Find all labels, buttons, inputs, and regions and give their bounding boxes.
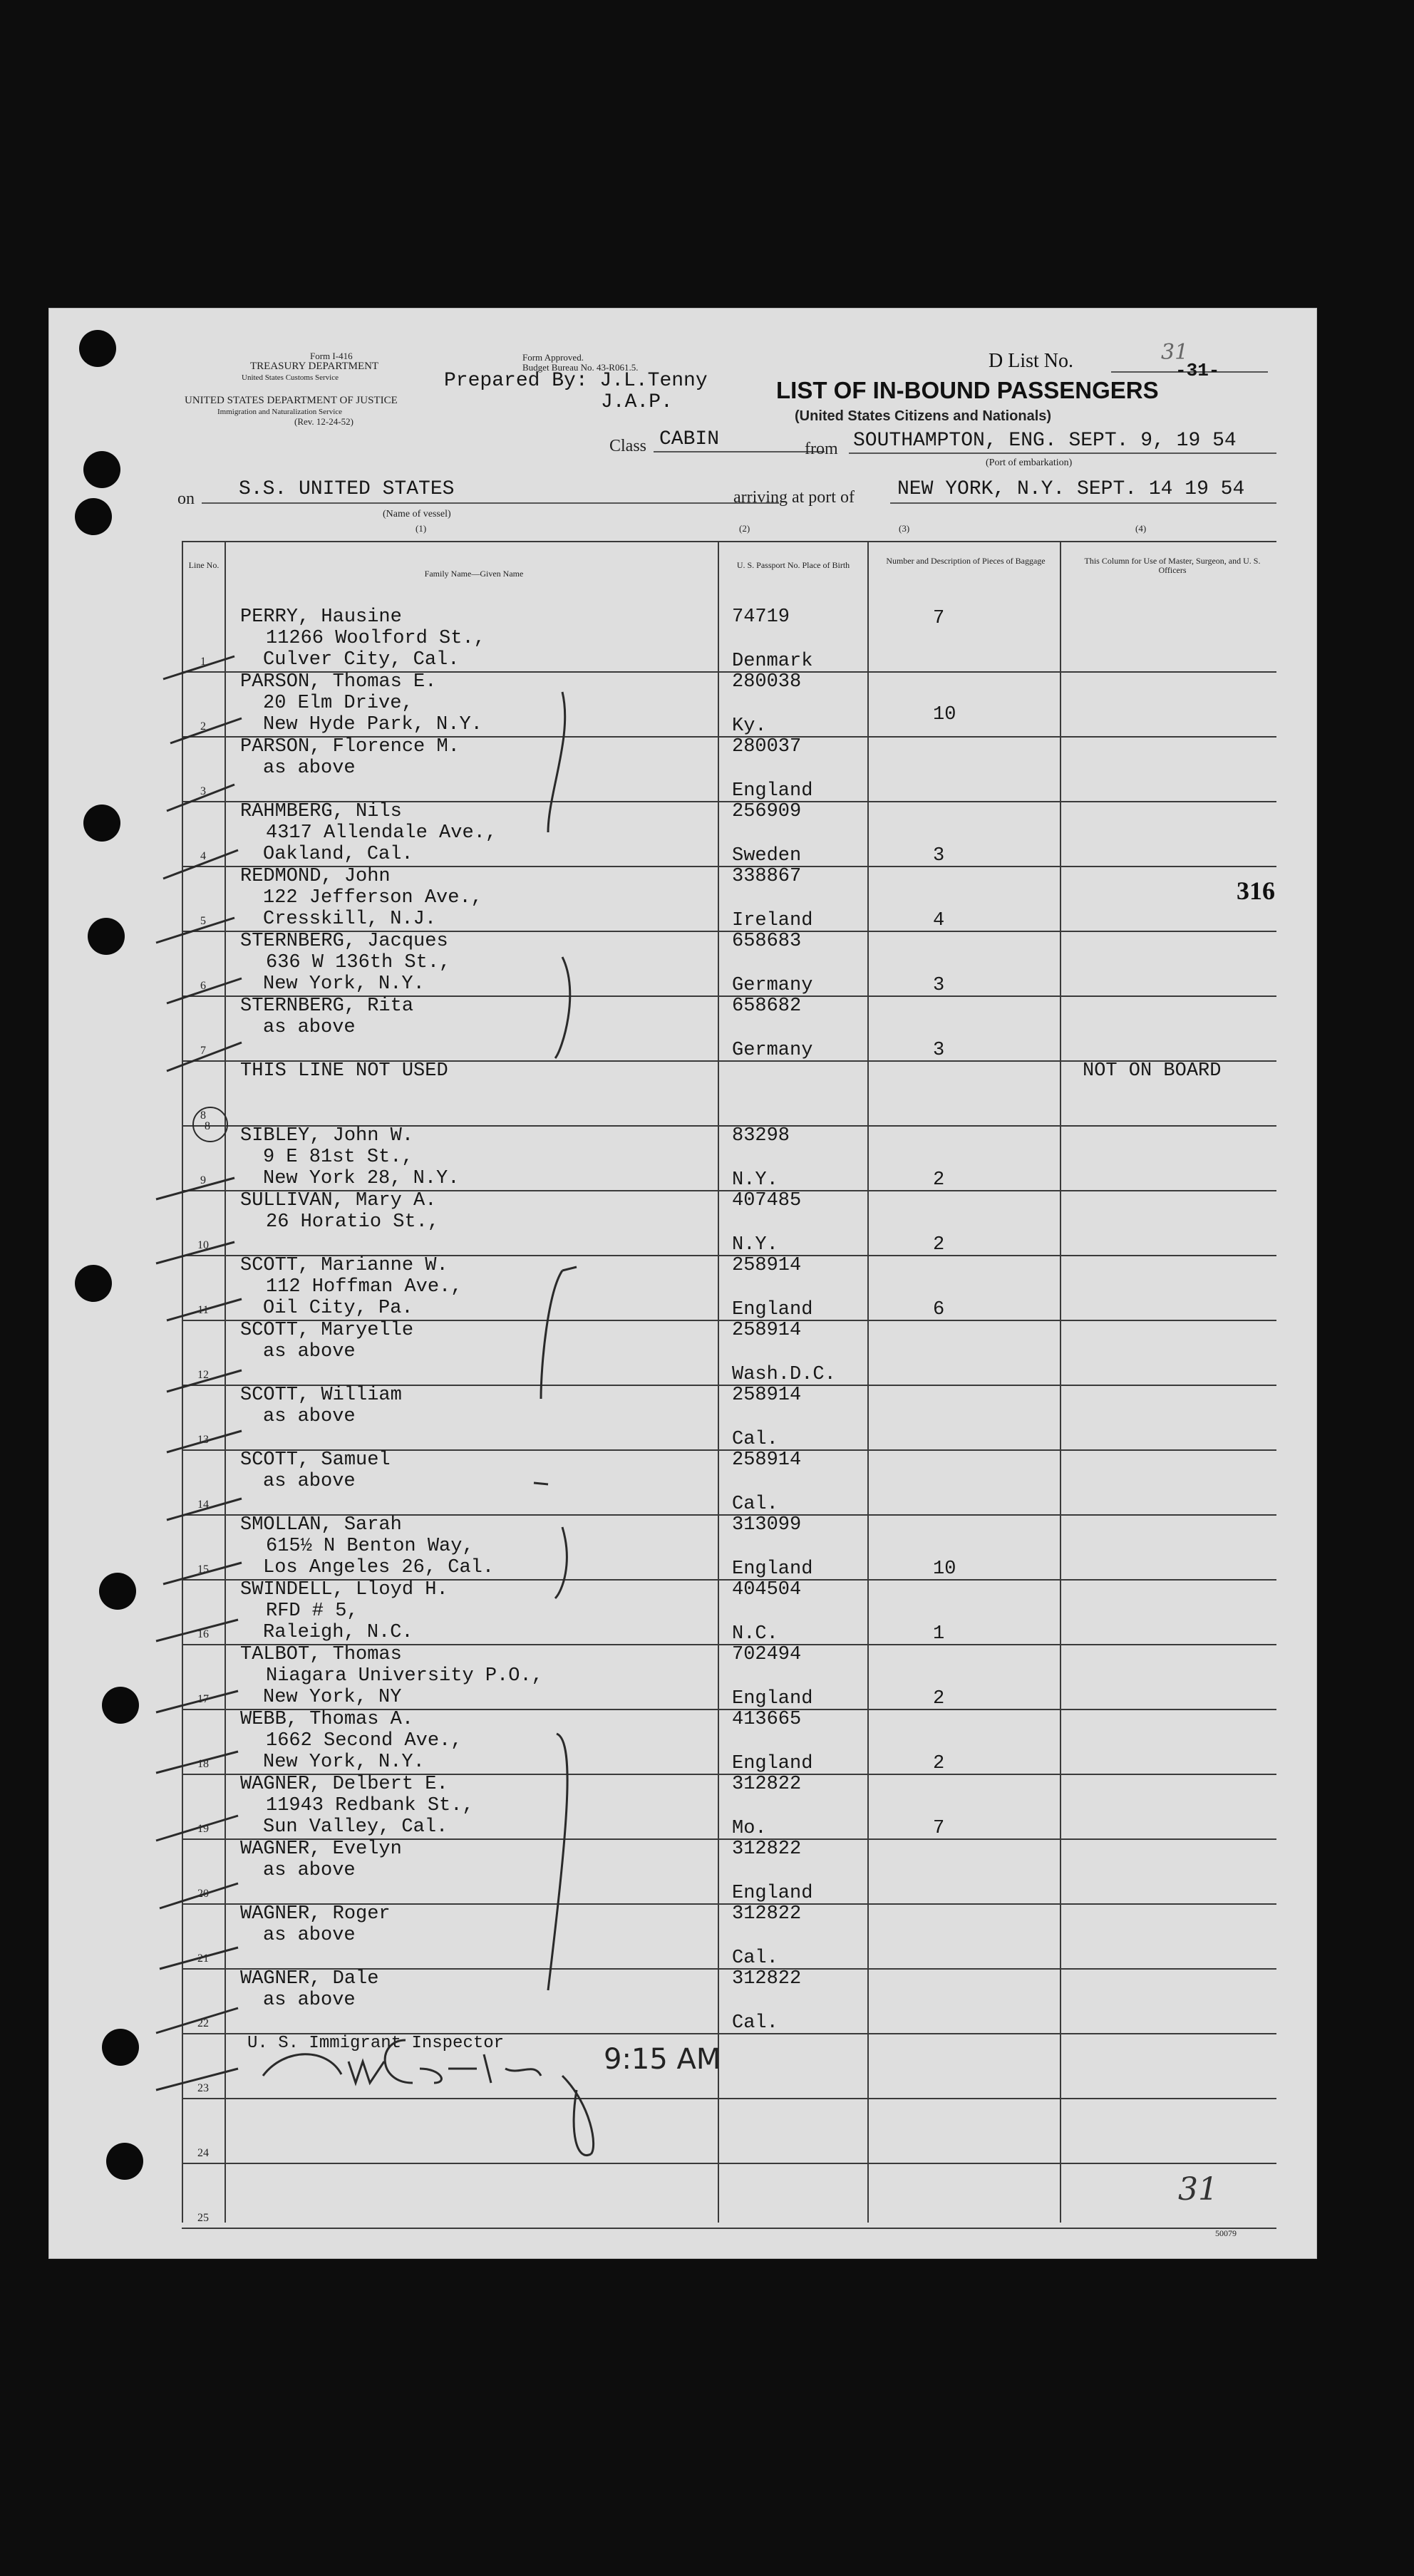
address-line-2: Raleigh, N.C. [263,1622,413,1643]
tick-mark [163,1563,242,1584]
passport-number: 658682 [732,995,802,1017]
tick-mark [156,1816,238,1841]
passenger-name: SWINDELL, Lloyd H. [240,1579,448,1600]
address-line-1: as above [263,1341,356,1362]
line-number: 15 [197,1563,209,1576]
place-of-birth: England [732,1558,813,1580]
line-number: 4 [200,850,206,862]
line-number: 6 [200,980,206,992]
passenger-name: STERNBERG, Rita [240,995,414,1017]
address-line-1: as above [263,757,356,779]
line-number: 11 [197,1304,209,1316]
tick-mark [156,1178,234,1199]
bracket-mark [555,1527,567,1598]
line-number: 25 [197,2212,209,2224]
address-line-1: as above [263,1860,356,1881]
tick-mark [163,850,238,879]
tick-mark [156,1752,238,1773]
prepared-by: Prepared By: J.L.Tenny [444,370,708,392]
line-8-number: 8 [205,1120,210,1132]
place-of-birth: England [732,780,813,802]
address-line-1: 11943 Redbank St., [266,1795,474,1816]
place-of-birth: Ky. [732,715,767,737]
tick-mark [156,2008,238,2033]
address-line-1: 1662 Second Ave., [266,1730,463,1752]
form-title: LIST OF IN-BOUND PASSENGERS [776,377,1159,403]
place-of-birth: England [732,1688,813,1709]
bracket-mark [562,1267,577,1271]
arriving-label: arriving at port of [733,488,855,507]
passenger-name: STERNBERG, Jacques [240,931,448,952]
tick-mark [156,918,234,943]
tick-mark [167,1043,242,1071]
passport-number: 404504 [732,1579,802,1600]
place-of-birth: Wash.D.C. [732,1364,836,1385]
address-line-2: New York, NY [263,1687,402,1708]
list-no-label: D List No. [989,350,1073,372]
class-label: Class [609,437,647,455]
prepared-initials: J.A.P. [601,391,673,413]
tick-mark [156,1620,238,1641]
line-number: 16 [197,1628,209,1640]
place-of-birth: N.Y. [732,1234,778,1256]
baggage-count: 2 [933,1234,945,1256]
baggage-count: 2 [933,1688,945,1709]
bracket-mark [555,957,570,1058]
place-of-birth: Denmark [732,651,813,672]
line-number: 13 [197,1434,209,1446]
baggage-count: 2 [933,1753,945,1774]
line-number: 22 [197,2017,209,2029]
customs-service: United States Customs Service [242,373,339,382]
passenger-name: SCOTT, Samuel [240,1449,391,1471]
tick-mark [167,1299,242,1320]
bracket-mark [541,1271,562,1399]
baggage-count: 3 [933,1040,945,1061]
passenger-name: PERRY, Hausine [240,606,402,628]
budget-bureau: Budget Bureau No. 43-R061.5. [522,362,639,373]
passport-number: 338867 [732,866,802,887]
line-number: 8 [200,1109,206,1122]
line-number: 12 [197,1369,209,1381]
tick-mark [160,1947,238,1969]
ins-service: Immigration and Naturalization Service [217,408,343,416]
officer-note: NOT ON BOARD [1083,1060,1222,1082]
passport-number: 258914 [732,1320,802,1341]
check-ticks [156,656,594,2156]
baggage-count: 10 [933,704,956,725]
passport-number: 413665 [732,1709,802,1730]
embark-value: SOUTHAMPTON, ENG. SEPT. 9, 19 54 [853,430,1237,452]
passport-number: 256909 [732,801,802,822]
place-of-birth: Cal. [732,2012,778,2034]
passport-number: 258914 [732,1385,802,1406]
place-of-birth: England [732,1883,813,1904]
address-line-1: 20 Elm Drive, [263,693,413,714]
passenger-name: PARSON, Thomas E. [240,671,437,693]
line-number: 9 [200,1174,206,1186]
place-of-birth: Sweden [732,845,802,867]
line-number: 3 [200,785,206,797]
bracket-mark [548,692,565,832]
passport-number: 658683 [732,931,802,952]
passport-number: 702494 [732,1644,802,1665]
baggage-count: 1 [933,1623,945,1645]
address-line-2: Oil City, Pa. [263,1298,413,1319]
baggage-count: 7 [933,608,945,629]
address-line-1: 122 Jefferson Ave., [263,887,482,909]
line-number: 14 [197,1499,209,1511]
passport-number: 83298 [732,1125,790,1147]
address-line-1: as above [263,1990,356,2011]
header-passport: U. S. Passport No. Place of Birth [736,560,850,570]
inspection-time: 9:15 AM [604,2043,721,2076]
address-line-1: as above [263,1925,356,1946]
tick-mark [156,2069,238,2090]
place-of-birth: Germany [732,1040,813,1061]
passport-number: 258914 [732,1449,802,1471]
address-line-2: New Hyde Park, N.Y. [263,714,482,735]
handwriting-overlay [49,309,1318,2260]
address-line-1: 9 E 81st St., [263,1147,413,1168]
header-officers: This Column for Use of Master, Surgeon, and U. S. Officers [1084,556,1261,575]
passenger-name: REDMOND, John [240,866,391,887]
form-number: Form I-416 [310,351,353,361]
tick-mark [167,1431,242,1452]
passport-number: 280038 [732,671,802,693]
header-name: Family Name—Given Name [424,569,524,579]
tick-mark [167,1499,242,1520]
passport-number: 280037 [732,736,802,757]
passenger-name: WAGNER, Evelyn [240,1838,402,1860]
passenger-name: WAGNER, Roger [240,1903,391,1925]
address-line-1: 112 Hoffman Ave., [266,1276,463,1298]
officer-note: 316 [1237,876,1275,905]
passenger-name: SIBLEY, John W. [240,1125,414,1147]
baggage-count: 6 [933,1299,945,1320]
address-line-1: 636 W 136th St., [266,952,451,973]
address-line-2: New York 28, N.Y. [263,1168,460,1189]
tick-mark [167,1370,242,1392]
address-line-2: Sun Valley, Cal. [263,1816,448,1838]
line-number: 19 [197,1823,209,1835]
passenger-name: THIS LINE NOT USED [240,1060,448,1082]
passenger-name: SCOTT, William [240,1385,402,1406]
handwritten-list-no: 31 [1161,340,1189,365]
bracket-mark [548,1734,567,1990]
address-line-2: Cresskill, N.J. [263,909,437,930]
address-line-1: 11266 Woolford St., [266,628,485,649]
form-subtitle: (United States Citizens and Nationals) [795,408,1052,424]
on-label: on [177,490,195,508]
line-number: 17 [197,1693,209,1705]
col-index-1: (1) [416,523,427,534]
place-of-birth: Cal. [732,1494,778,1515]
line-number: 24 [197,2147,209,2159]
passenger-name: U. S. Immigrant Inspector [247,2034,505,2053]
line-number: 2 [200,720,206,733]
passenger-name: WEBB, Thomas A. [240,1709,414,1730]
line-number: 21 [197,1952,209,1965]
passport-number: 258914 [732,1255,802,1276]
line-number: 5 [200,915,206,927]
place-of-birth: Germany [732,975,813,996]
passenger-name: WAGNER, Dale [240,1968,379,1990]
address-line-2: New York, N.Y. [263,1752,425,1773]
baggage-count: 3 [933,975,945,996]
baggage-count: 7 [933,1818,945,1839]
header-baggage: Number and Description of Pieces of Baggage [886,556,1046,566]
form-approved: Form Approved. [522,352,584,363]
passenger-name: SMOLLAN, Sarah [240,1514,402,1536]
passport-number: 312822 [732,1903,802,1925]
place-of-birth: N.Y. [732,1169,778,1191]
address-line-1: Niagara University P.O., [266,1665,543,1687]
handwritten-page-number: 31 [1178,2171,1218,2208]
address-line-1: RFD # 5, [266,1600,358,1622]
address-line-2: Culver City, Cal. [263,649,460,671]
passport-number: 74719 [732,606,790,628]
passport-number: 407485 [732,1190,802,1211]
list-number: -31- [1175,360,1220,381]
signature-stroke [263,2040,594,2156]
treasury-dept: TREASURY DEPARTMENT [250,361,379,372]
line-number: 7 [200,1045,206,1057]
place-of-birth: Ireland [732,910,813,931]
place-of-birth: Mo. [732,1818,767,1839]
embark-caption: (Port of embarkation) [986,457,1073,468]
place-of-birth: Cal. [732,1429,778,1450]
address-line-2: Oakland, Cal. [263,844,413,865]
passport-number: 312822 [732,1774,802,1795]
passenger-name: SULLIVAN, Mary A. [240,1190,437,1211]
tick-mark [156,1691,238,1712]
passenger-name: SCOTT, Maryelle [240,1320,414,1341]
vessel-caption: (Name of vessel) [383,509,451,519]
vessel-name: S.S. UNITED STATES [239,478,455,500]
col-index-3: (3) [899,523,910,534]
from-label: from [805,440,838,458]
place-of-birth: N.C. [732,1623,778,1645]
tick-mark [163,656,234,679]
bracket-mark [534,1483,548,1484]
passport-number: 312822 [732,1838,802,1860]
line-number: 20 [197,1888,209,1900]
place-of-birth: England [732,1753,813,1774]
passenger-name: RAHMBERG, Nils [240,801,402,822]
tick-mark [170,718,242,743]
form-revision: (Rev. 12-24-52) [294,416,354,427]
address-line-1: 4317 Allendale Ave., [266,822,497,844]
tick-mark [160,1883,238,1908]
line-number: 1 [200,656,206,668]
tick-mark [156,1242,234,1263]
baggage-count: 10 [933,1558,956,1580]
col-index-4: (4) [1135,523,1147,534]
form-code: 50079 [1215,2228,1237,2238]
baggage-count: 2 [933,1169,945,1191]
address-line-1: 615½ N Benton Way, [266,1536,474,1557]
place-of-birth: England [732,1299,813,1320]
address-line-1: as above [263,1017,356,1038]
passport-number: 312822 [732,1968,802,1990]
passport-number: 313099 [732,1514,802,1536]
place-of-birth: Cal. [732,1947,778,1969]
address-line-1: 26 Horatio St., [266,1211,440,1233]
passenger-name: WAGNER, Delbert E. [240,1774,448,1795]
tick-mark [167,978,242,1003]
class-value: CABIN [659,428,720,450]
baggage-count: 4 [933,910,945,931]
passenger-name: PARSON, Florence M. [240,736,460,757]
col-index-2: (2) [739,523,750,534]
address-line-1: as above [263,1471,356,1492]
address-line-1: as above [263,1406,356,1427]
line-8-circle [193,1107,227,1142]
header-line-no: Line No. [188,560,220,570]
passenger-name: TALBOT, Thomas [240,1644,402,1665]
justice-dept: UNITED STATES DEPARTMENT OF JUSTICE [185,395,398,406]
tick-mark [167,785,234,811]
passenger-name: SCOTT, Marianne W. [240,1255,448,1276]
baggage-count: 3 [933,845,945,867]
address-line-2: Los Angeles 26, Cal. [263,1557,495,1578]
line-number: 18 [197,1758,209,1770]
line-number: 23 [197,2082,209,2094]
passenger-manifest-page [48,308,1317,2259]
address-line-2: New York, N.Y. [263,973,425,995]
line-number: 10 [197,1239,209,1251]
arrival-value: NEW YORK, N.Y. SEPT. 14 19 54 [897,478,1245,500]
